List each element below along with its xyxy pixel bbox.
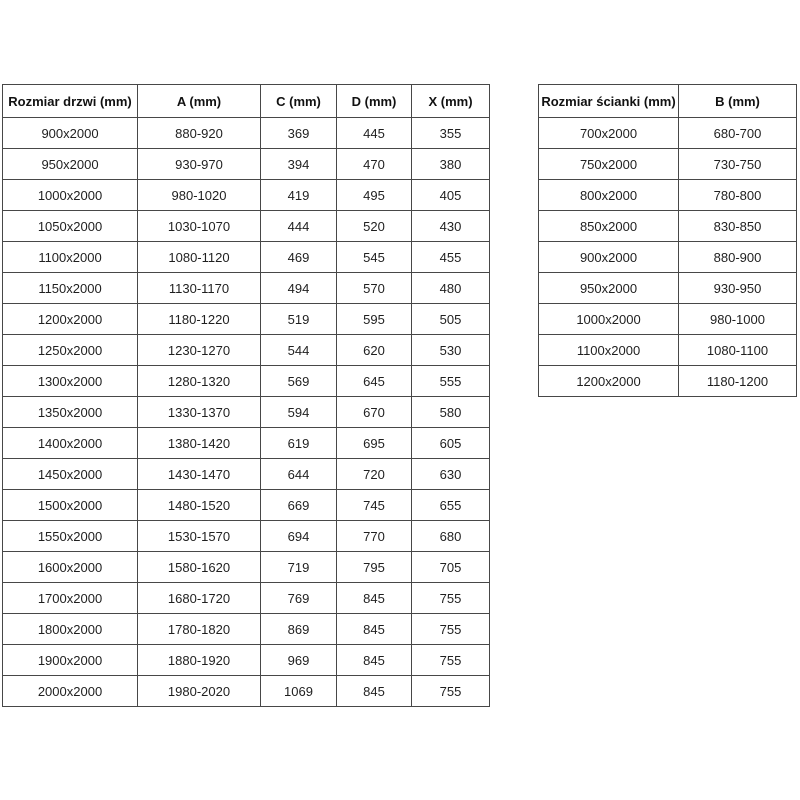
table-cell: 1200x2000 <box>3 304 138 335</box>
table-cell: 1330-1370 <box>138 397 261 428</box>
table-cell: 780-800 <box>679 180 797 211</box>
table-cell: 694 <box>261 521 337 552</box>
table-cell: 1250x2000 <box>3 335 138 366</box>
table-cell: 680-700 <box>679 118 797 149</box>
table-row <box>539 304 797 335</box>
table-cell: 1200x2000 <box>539 366 679 397</box>
table-row <box>3 676 490 707</box>
table-cell: 770 <box>337 521 412 552</box>
table-cell: 850x2000 <box>539 211 679 242</box>
table-cell: 950x2000 <box>3 149 138 180</box>
door-size-table <box>2 84 490 707</box>
header-row <box>3 85 490 118</box>
table-cell: 800x2000 <box>539 180 679 211</box>
table-cell: 930-970 <box>138 149 261 180</box>
table-row <box>539 149 797 180</box>
table-row <box>539 242 797 273</box>
table-cell: 845 <box>337 614 412 645</box>
table-cell: 1980-2020 <box>138 676 261 707</box>
table-cell: 1900x2000 <box>3 645 138 676</box>
table-cell: 444 <box>261 211 337 242</box>
table-cell: 469 <box>261 242 337 273</box>
table-cell: 620 <box>337 335 412 366</box>
table-cell: 570 <box>337 273 412 304</box>
table-cell: 1500x2000 <box>3 490 138 521</box>
table-row <box>3 490 490 521</box>
table-cell: 1100x2000 <box>3 242 138 273</box>
table-cell: 1050x2000 <box>3 211 138 242</box>
table-row <box>3 149 490 180</box>
table-cell: 1300x2000 <box>3 366 138 397</box>
table-row <box>3 273 490 304</box>
table-cell: 730-750 <box>679 149 797 180</box>
table-cell: 700x2000 <box>539 118 679 149</box>
table-row <box>539 180 797 211</box>
table-row <box>3 645 490 676</box>
column-header: B (mm) <box>679 85 797 118</box>
table-cell: 569 <box>261 366 337 397</box>
header-row <box>539 85 797 118</box>
table-cell: 880-900 <box>679 242 797 273</box>
table-cell: 455 <box>412 242 490 273</box>
table-cell: 1180-1200 <box>679 366 797 397</box>
table-cell: 869 <box>261 614 337 645</box>
table-row <box>539 366 797 397</box>
table-row <box>3 304 490 335</box>
table-cell: 594 <box>261 397 337 428</box>
table-cell: 1880-1920 <box>138 645 261 676</box>
table-row <box>3 397 490 428</box>
table-cell: 1580-1620 <box>138 552 261 583</box>
table-cell: 950x2000 <box>539 273 679 304</box>
table-cell: 845 <box>337 645 412 676</box>
table-row <box>539 335 797 366</box>
table-cell: 645 <box>337 366 412 397</box>
table-cell: 430 <box>412 211 490 242</box>
column-header: X (mm) <box>412 85 490 118</box>
table-cell: 1000x2000 <box>539 304 679 335</box>
table-cell: 369 <box>261 118 337 149</box>
table-cell: 380 <box>412 149 490 180</box>
table-cell: 1800x2000 <box>3 614 138 645</box>
table-cell: 1350x2000 <box>3 397 138 428</box>
table-cell: 619 <box>261 428 337 459</box>
table-row <box>3 242 490 273</box>
table-cell: 494 <box>261 273 337 304</box>
table-row <box>539 273 797 304</box>
table-cell: 1550x2000 <box>3 521 138 552</box>
table-cell: 394 <box>261 149 337 180</box>
table-row <box>539 211 797 242</box>
table-row <box>3 335 490 366</box>
table-cell: 1780-1820 <box>138 614 261 645</box>
table-cell: 1480-1520 <box>138 490 261 521</box>
table-cell: 670 <box>337 397 412 428</box>
table-cell: 419 <box>261 180 337 211</box>
table-cell: 1130-1170 <box>138 273 261 304</box>
table-cell: 1680-1720 <box>138 583 261 614</box>
table-cell: 1280-1320 <box>138 366 261 397</box>
table-cell: 1430-1470 <box>138 459 261 490</box>
table-cell: 769 <box>261 583 337 614</box>
table-cell: 495 <box>337 180 412 211</box>
table-cell: 1080-1120 <box>138 242 261 273</box>
table-cell: 1380-1420 <box>138 428 261 459</box>
table-cell: 969 <box>261 645 337 676</box>
table-cell: 695 <box>337 428 412 459</box>
wall-size-table <box>538 84 797 397</box>
table-cell: 750x2000 <box>539 149 679 180</box>
table-cell: 1230-1270 <box>138 335 261 366</box>
table-cell: 980-1020 <box>138 180 261 211</box>
column-header: A (mm) <box>138 85 261 118</box>
table-cell: 605 <box>412 428 490 459</box>
table-row <box>3 614 490 645</box>
table-cell: 980-1000 <box>679 304 797 335</box>
table-row <box>3 366 490 397</box>
table-cell: 719 <box>261 552 337 583</box>
table-cell: 1600x2000 <box>3 552 138 583</box>
table-cell: 1069 <box>261 676 337 707</box>
column-header: Rozmiar ścianki (mm) <box>539 85 679 118</box>
table-cell: 555 <box>412 366 490 397</box>
table-cell: 355 <box>412 118 490 149</box>
table-cell: 880-920 <box>138 118 261 149</box>
table-cell: 669 <box>261 490 337 521</box>
table-cell: 795 <box>337 552 412 583</box>
table-cell: 1180-1220 <box>138 304 261 335</box>
table-cell: 519 <box>261 304 337 335</box>
table-cell: 930-950 <box>679 273 797 304</box>
table-row <box>3 180 490 211</box>
table-cell: 480 <box>412 273 490 304</box>
table-cell: 644 <box>261 459 337 490</box>
table-cell: 1000x2000 <box>3 180 138 211</box>
table-cell: 755 <box>412 676 490 707</box>
table-row <box>3 459 490 490</box>
table-cell: 1530-1570 <box>138 521 261 552</box>
table-row <box>3 118 490 149</box>
table-cell: 505 <box>412 304 490 335</box>
table-cell: 845 <box>337 676 412 707</box>
table-cell: 755 <box>412 583 490 614</box>
table-cell: 830-850 <box>679 211 797 242</box>
table-cell: 1400x2000 <box>3 428 138 459</box>
table-cell: 705 <box>412 552 490 583</box>
table-row <box>539 118 797 149</box>
table-cell: 900x2000 <box>3 118 138 149</box>
table-cell: 530 <box>412 335 490 366</box>
table-row <box>3 521 490 552</box>
column-header: Rozmiar drzwi (mm) <box>3 85 138 118</box>
table-cell: 445 <box>337 118 412 149</box>
table-cell: 755 <box>412 645 490 676</box>
table-cell: 745 <box>337 490 412 521</box>
table-cell: 680 <box>412 521 490 552</box>
table-cell: 1150x2000 <box>3 273 138 304</box>
table-cell: 1030-1070 <box>138 211 261 242</box>
table-cell: 595 <box>337 304 412 335</box>
table-cell: 1100x2000 <box>539 335 679 366</box>
table-cell: 520 <box>337 211 412 242</box>
table-row <box>3 552 490 583</box>
table-cell: 1450x2000 <box>3 459 138 490</box>
table-cell: 545 <box>337 242 412 273</box>
table-cell: 580 <box>412 397 490 428</box>
table-cell: 544 <box>261 335 337 366</box>
column-header: D (mm) <box>337 85 412 118</box>
table-row <box>3 428 490 459</box>
table-cell: 2000x2000 <box>3 676 138 707</box>
table-row <box>3 211 490 242</box>
table-cell: 1080-1100 <box>679 335 797 366</box>
table-cell: 1700x2000 <box>3 583 138 614</box>
table-cell: 900x2000 <box>539 242 679 273</box>
table-row <box>3 583 490 614</box>
table-cell: 655 <box>412 490 490 521</box>
table-cell: 470 <box>337 149 412 180</box>
table-cell: 845 <box>337 583 412 614</box>
table-cell: 405 <box>412 180 490 211</box>
table-cell: 630 <box>412 459 490 490</box>
column-header: C (mm) <box>261 85 337 118</box>
table-cell: 755 <box>412 614 490 645</box>
table-cell: 720 <box>337 459 412 490</box>
